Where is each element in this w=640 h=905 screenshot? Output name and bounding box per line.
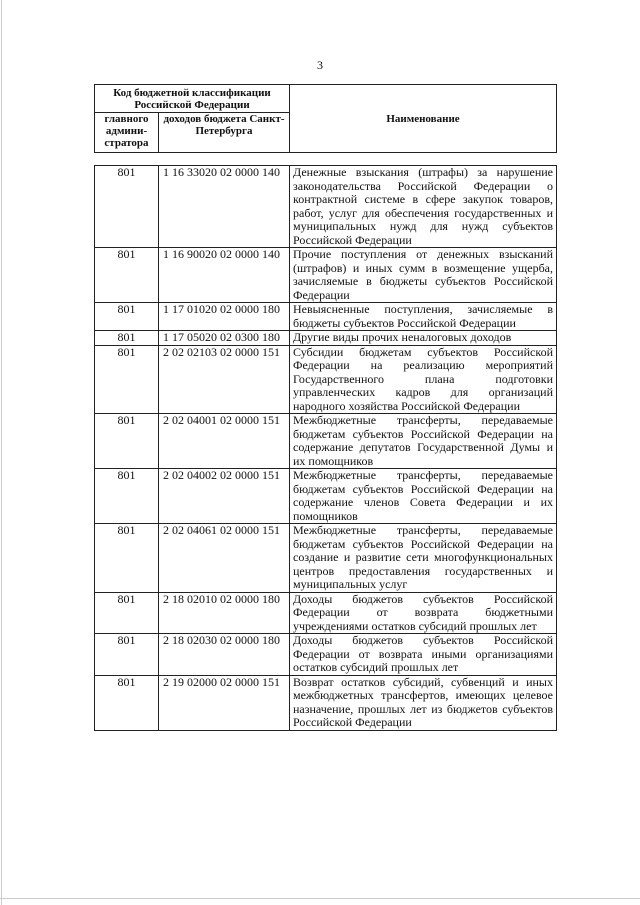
- page-number: 3: [317, 58, 323, 72]
- table-row: [95, 469, 557, 524]
- table-body: [94, 165, 557, 731]
- cell-admin: 801: [95, 166, 159, 248]
- cell-admin: 801: [95, 248, 159, 303]
- cell-code: 2 02 04002 02 0000 151: [159, 469, 290, 524]
- cell-admin: 801: [95, 331, 159, 346]
- cell-code: 2 02 02103 02 0000 151: [159, 345, 290, 414]
- header-col-admin: главного админи-стратора: [95, 113, 159, 153]
- cell-code: 2 19 02000 02 0000 151: [159, 675, 290, 730]
- table-row: [95, 524, 557, 593]
- scan-left-edge: [1, 0, 2, 905]
- table-row: [95, 166, 557, 248]
- scan-bottom-edge: [0, 898, 640, 899]
- cell-admin: 801: [95, 469, 159, 524]
- cell-admin: 801: [95, 303, 159, 331]
- cell-name: Доходы бюджетов субъектов Российской Федерации от возврата иными организациями остатков субсидий прошлых лет: [290, 634, 557, 676]
- table-row: [95, 592, 557, 634]
- cell-code: 1 17 01020 02 0000 180: [159, 303, 290, 331]
- cell-admin: 801: [95, 592, 159, 634]
- cell-admin: 801: [95, 414, 159, 469]
- cell-name: Другие виды прочих неналоговых доходов: [290, 331, 557, 346]
- table-row: [95, 331, 557, 346]
- cell-name: Межбюджетные трансферты, передаваемые бюджетам субъектов Российской Федерации на содержание депутатов Государственной Думы и их помощников: [290, 414, 557, 469]
- cell-code: 2 02 04001 02 0000 151: [159, 414, 290, 469]
- cell-code: 1 17 05020 02 0300 180: [159, 331, 290, 346]
- table-row: [95, 675, 557, 730]
- cell-admin: 801: [95, 675, 159, 730]
- table-row: [95, 634, 557, 676]
- cell-name: Невыясненные поступления, зачисляемые в бюджеты субъектов Российской Федерации: [290, 303, 557, 331]
- table-row: [95, 248, 557, 303]
- cell-name: Межбюджетные трансферты, передаваемые бюджетам субъектов Российской Федерации на содержание членов Совета Федерации и их помощников: [290, 469, 557, 524]
- table-row: [95, 303, 557, 331]
- table-row: [95, 414, 557, 469]
- cell-code: 2 18 02010 02 0000 180: [159, 592, 290, 634]
- cell-admin: 801: [95, 634, 159, 676]
- cell-code: 1 16 90020 02 0000 140: [159, 248, 290, 303]
- cell-name: Доходы бюджетов субъектов Российской Федерации от возврата бюджетными учреждениями остатков субсидий прошлых лет: [290, 592, 557, 634]
- header-col-income: доходов бюджета Санкт-Петербурга: [159, 113, 290, 153]
- header-col-name: Наименование: [290, 85, 557, 153]
- header-group-title: Код бюджетной классификации Российской Федерации: [95, 85, 290, 113]
- cell-admin: 801: [95, 524, 159, 593]
- table-header: [94, 84, 557, 153]
- cell-name: Межбюджетные трансферты, передаваемые бюджетам субъектов Российской Федерации на создание и развитие сети многофункциональных центров предоставления государственных и муниципальных услуг: [290, 524, 557, 593]
- cell-name: Прочие поступления от денежных взысканий (штрафов) и иных сумм в возмещение ущерба, зачисляемые в бюджеты субъектов Российской Федерации: [290, 248, 557, 303]
- cell-code: 2 02 04061 02 0000 151: [159, 524, 290, 593]
- cell-admin: 801: [95, 345, 159, 414]
- cell-name: Возврат остатков субсидий, субвенций и иных межбюджетных трансфертов, имеющих целевое назначение, прошлых лет из бюджетов субъектов Российской Федерации: [290, 675, 557, 730]
- table-row: [95, 345, 557, 414]
- cell-code: 2 18 02030 02 0000 180: [159, 634, 290, 676]
- cell-name: Субсидии бюджетам субъектов Российской Федерации на реализацию мероприятий Государственного плана подготовки управленческих кадров для организаций народного хозяйства Российской Федерации: [290, 345, 557, 414]
- cell-code: 1 16 33020 02 0000 140: [159, 166, 290, 248]
- cell-name: Денежные взыскания (штрафы) за нарушение законодательства Российской Федерации о контрактной системе в сфере закупок товаров, работ, услуг для обеспечения государственных и муниципальных нужд для нужд субъектов Российской Федерации: [290, 166, 557, 248]
